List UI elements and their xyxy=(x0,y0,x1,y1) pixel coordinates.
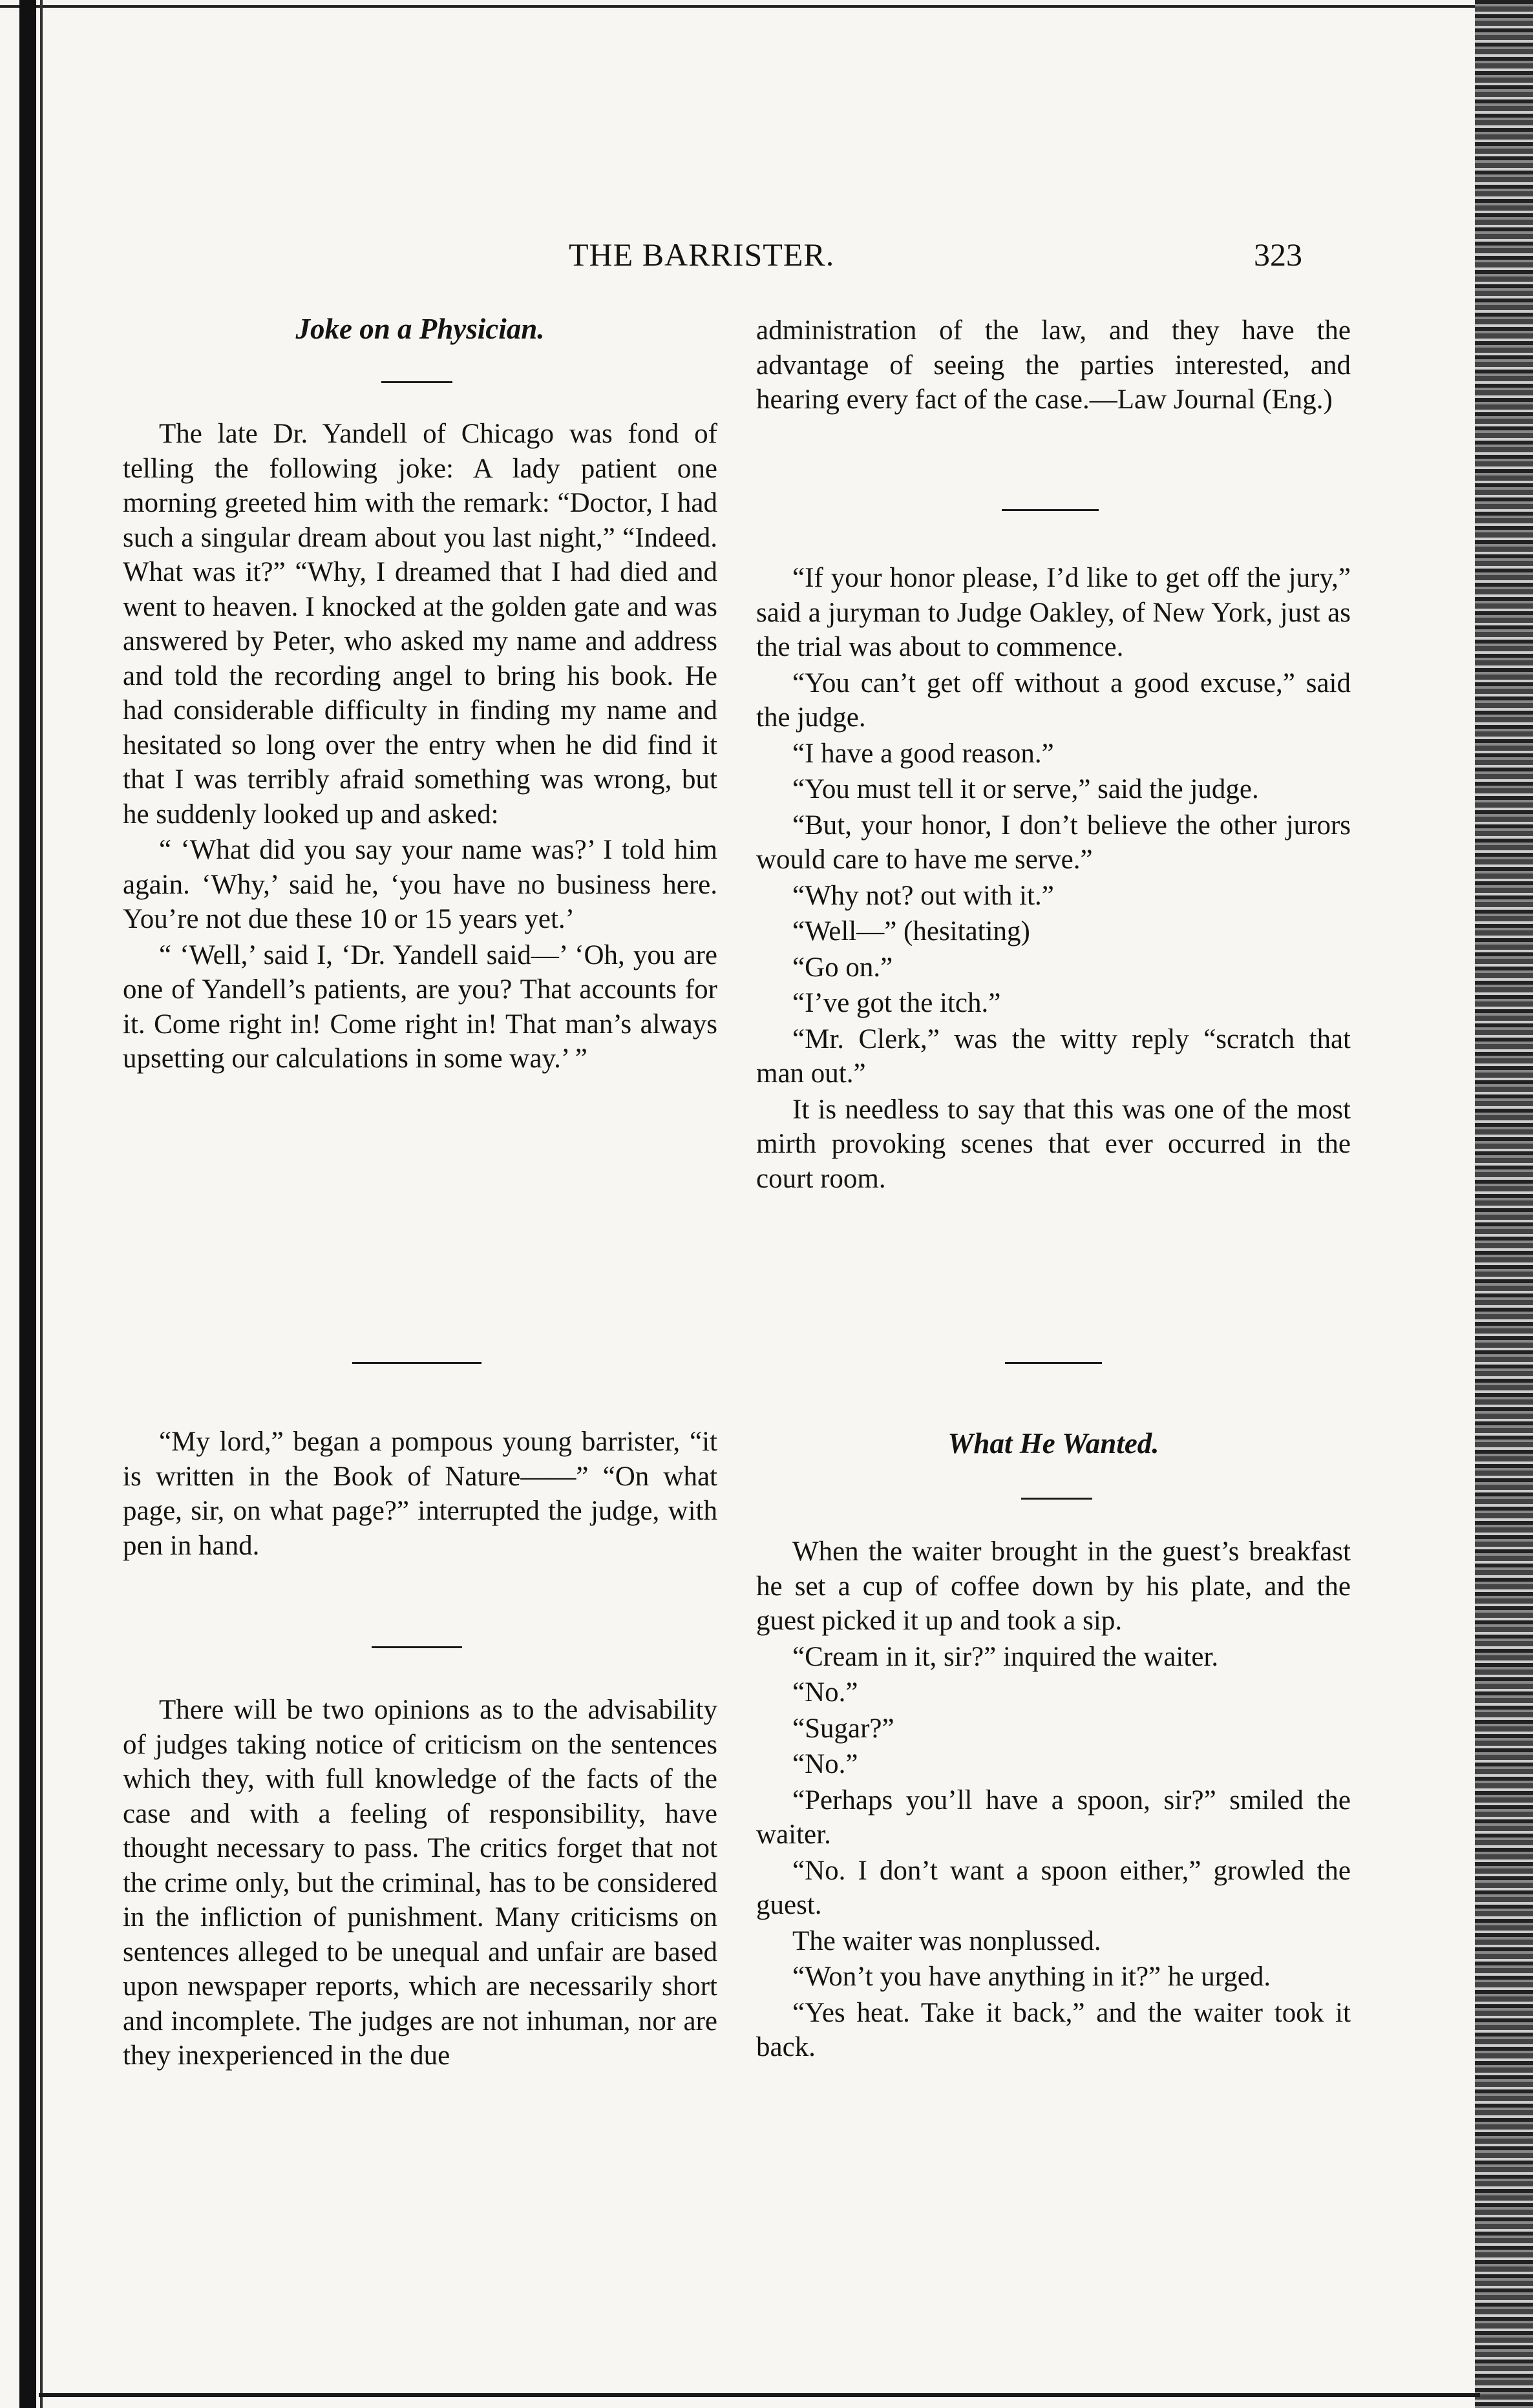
paragraph: “Yes heat. Take it back,” and the waiter took it back. xyxy=(756,1997,1351,2062)
divider-rule xyxy=(1002,509,1099,511)
paragraph: “Perhaps you’ll have a spoon, sir?” smiled the waiter. xyxy=(756,1785,1351,1850)
divider-rule xyxy=(1021,1498,1092,1500)
paragraph: “Sugar?” xyxy=(792,1713,894,1744)
paragraph: The late Dr. Yandell of Chicago was fond of telling the following joke: A lady patient one morning greeted him with the remark: “Doctor, I had such a singular dream about you last night,” “Indeed. What was it?” “Why, I dreamed that I had died and went to heaven. I knocked at the golden gate and was answered by Peter, who asked my name and address and told the recording angel to bring his book. He had considerable difficulty in finding my name and hesitated so long over the entry when he did find it that I was terribly afraid something was wrong, but he suddenly looked up and asked: xyxy=(123,419,717,830)
paragraph: “ ‘What did you say your name was?’ I told him again. ‘Why,’ said he, ‘you have no business here. You’re not due these 10 or 15 years yet.’ xyxy=(123,835,717,934)
paragraph: “Why not? out with it.” xyxy=(792,880,1054,911)
paragraph: “I have a good reason.” xyxy=(792,738,1054,769)
heading-joke-on-a-physician: Joke on a Physician. xyxy=(295,313,545,345)
article-book-of-nature xyxy=(123,1425,717,1563)
paragraph: “Well—” (hesitating) xyxy=(792,916,1030,947)
divider-rule xyxy=(381,381,452,383)
article-juryman-itch xyxy=(756,561,1351,1196)
paragraph: “If your honor please, I’d like to get off the jury,” said a juryman to Judge Oakley, of New York, just as the trial was about to commence. xyxy=(756,563,1351,662)
paragraph: There will be two opinions as to the advisability of judges taking notice of criticism on the sentences which they, with full knowledge of the facts of the case and with a feeling of responsibility, have thought necessary to pass. The critics forget that not the crime only, but the criminal, has to be considered in the infliction of punishment. Many criticisms on sentences alleged to be unequal and unfair are based upon newspaper reports, which are necessarily short and incomplete. The judges are not inhuman, nor are they inexperienced in the due xyxy=(123,1695,717,2071)
article-judges-criticism-continued xyxy=(756,313,1351,417)
paragraph: “You can’t get off without a good excuse,” said the judge. xyxy=(756,667,1351,733)
paragraph: “No.” xyxy=(792,1749,858,1779)
paragraph: “Mr. Clerk,” was the witty reply “scratch that man out.” xyxy=(756,1023,1351,1089)
paragraph: “My lord,” began a pompous young barrister, “it is written in the Book of Nature——” “On what page, sir, on what page?” interrupted the judge, with pen in hand. xyxy=(123,1427,717,1561)
running-header: THE BARRISTER. xyxy=(569,236,835,273)
paragraph: “You must tell it or serve,” said the judge. xyxy=(792,774,1259,804)
article-what-he-wanted xyxy=(756,1534,1351,2065)
divider-rule xyxy=(352,1362,481,1364)
scan-edge-left xyxy=(19,0,36,2408)
paragraph: “ ‘Well,’ said I, ‘Dr. Yandell said—’ ‘Oh, you are one of Yandell’s patients, are you? That accounts for it. Come right in! Come right in! That man’s always upsetting our calculations in some way.’ ” xyxy=(123,939,717,1074)
paragraph: administration of the law, and they have the advantage of seeing the parties interested, and hearing every fact of the case.—Law Journal (Eng.) xyxy=(756,315,1351,415)
article-judges-criticism xyxy=(123,1693,717,2073)
scan-edge-bottom xyxy=(39,2393,1480,2397)
paragraph: When the waiter brought in the guest’s breakfast he set a cup of coffee down by his plate, and the guest picked it up and took a sip. xyxy=(756,1536,1351,1636)
paragraph: It is needless to say that this was one of the most mirth provoking scenes that ever occurred in the court room. xyxy=(756,1094,1351,1194)
paragraph: “But, your honor, I don’t believe the other jurors would care to have me serve.” xyxy=(756,810,1351,875)
divider-rule xyxy=(372,1646,462,1648)
paragraph: “Won’t you have anything in it?” he urged. xyxy=(792,1962,1271,1992)
paragraph: “I’ve got the itch.” xyxy=(792,988,1001,1018)
scan-edge-top xyxy=(0,5,1533,8)
scan-edge-right xyxy=(1475,0,1533,2408)
paragraph: “No. I don’t want a spoon either,” growled the guest. xyxy=(756,1855,1351,1920)
paragraph: The waiter was nonplussed. xyxy=(792,1925,1101,1956)
paragraph: “Cream in it, sir?” inquired the waiter. xyxy=(792,1641,1219,1672)
page-number: 323 xyxy=(1254,236,1302,273)
article-joke-on-a-physician xyxy=(123,417,717,1076)
paragraph: “Go on.” xyxy=(792,952,893,983)
paragraph: “No.” xyxy=(792,1677,858,1708)
scan-edge-left-inner xyxy=(40,0,43,2408)
heading-what-he-wanted: What He Wanted. xyxy=(947,1427,1159,1460)
divider-rule xyxy=(1005,1362,1102,1364)
